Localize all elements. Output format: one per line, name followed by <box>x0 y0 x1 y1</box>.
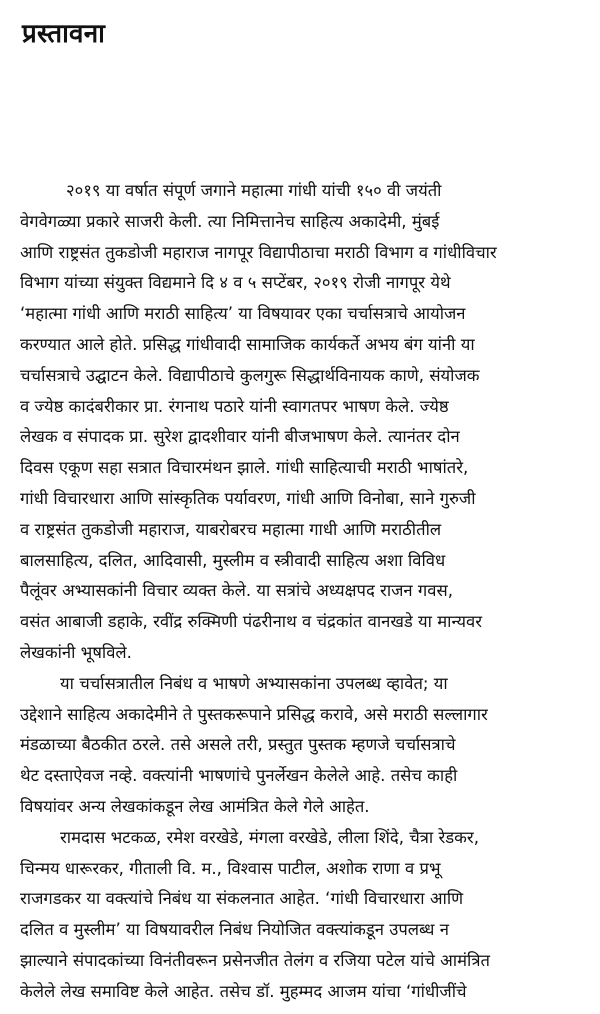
text-line: झाल्याने संपादकांच्या विनंतीवरून प्रसेनजीत तेलंग व रजिया पटेल यांचे आमंत्रित <box>20 950 490 970</box>
text-line: दिवस एकूण सहा सत्रात विचारमंथन झाले. गांधी साहित्याची मराठी भाषांतरे, <box>20 458 469 478</box>
page-title: प्रस्तावना <box>22 19 106 49</box>
text-line: बालसाहित्य, दलित, आदिवासी, मुस्लीम व स्त्रीवादी साहित्य अशा विविध <box>20 550 446 570</box>
text-line: चर्चासत्राचे उद्घाटन केले. विद्यापीठाचे कुलगुरू सिद्धार्थविनायक काणे, संयोजक <box>20 365 480 385</box>
text-line: मंडळाच्या बैठकीत ठरले. तसे असले तरी, प्रस्तुत पुस्तक म्हणजे चर्चासत्राचे <box>20 735 456 755</box>
text-line: राजगडकर या वक्त्यांचे निबंध या संकलनात आहेत. ‘गांधी विचारधारा आणि <box>20 889 464 909</box>
text-line: या चर्चासत्रातील निबंध व भाषणे अभ्यासकांना उपलब्ध व्हावेत; या <box>60 673 448 693</box>
text-line: व राष्ट्रसंत तुकडोजी महाराज, याबरोबरच महात्मा गाधी आणि मराठीतील <box>20 519 442 539</box>
text-line: पैलूंवर अभ्यासकांनी विचार व्यक्त केले. या सत्रांचे अध्यक्षपद राजन गवस, <box>20 581 453 601</box>
text-line: २०१९ या वर्षात संपूर्ण जगाने महात्मा गांधी यांची १५० वी जयंती <box>66 181 442 200</box>
text-line: वेगवेगळ्या प्रकारे साजरी केली. त्या निमित्तानेच साहित्य अकादेमी, मुंबई <box>20 211 440 231</box>
text-line: व ज्येष्ठ कादंबरीकार प्रा. रंगनाथ पठारे यांनी स्वागतपर भाषण केले. ज्येष्ठ <box>20 396 449 416</box>
paragraph-2 <box>20 669 588 823</box>
text-line: लेखकांनी भूषविले. <box>20 642 132 662</box>
text-line: लेखक व संपादक प्रा. सुरेश द्वादशीवार यांनी बीजभाषण केले. त्यानंतर दोन <box>20 427 460 447</box>
paragraph-1 <box>20 176 588 669</box>
text-line: आणि राष्ट्रसंत तुकडोजी महाराज नागपूर विद्यापीठाचा मराठी विभाग व गांधीविचार <box>20 242 497 262</box>
text-line: थेट दस्ताऐवज नव्हे. वक्त्यांनी भाषणांचे पुनर्लेखन केलेले आहे. तसेच काही <box>20 766 458 786</box>
text-line: वसंत आबाजी डहाके, रवींद्र रुक्मिणी पंढरीनाथ व चंद्रकांत वानखडे या मान्यवर <box>20 612 483 632</box>
text-line: उद्देशाने साहित्य अकादेमीने ते पुस्तकरूपाने प्रसिद्ध करावे, असे मराठी सल्लागार <box>20 704 488 724</box>
text-line: रामदास भटकळ, रमेश वरखेडे, मंगला वरखेडे, लीला शिंदे, चैत्रा रेडकर, <box>60 827 479 847</box>
document-body <box>20 176 588 1008</box>
text-line: केलेले लेख समाविष्ट केले आहेत. तसेच डॉ. मुहम्मद आजम यांचा ‘गांधीजींचे <box>20 981 467 1001</box>
text-line: चिन्मय धारूरकर, गीताली वि. म., विश्वास पाटील, अशोक राणा व प्रभू <box>20 858 441 878</box>
paragraph-3 <box>20 823 588 1008</box>
text-line: विषयांवर अन्य लेखकांकडून लेख आमंत्रित केले गेले आहेत. <box>20 796 370 816</box>
text-line: गांधी विचारधारा आणि सांस्कृतिक पर्यावरण, गांधी आणि विनोबा, साने गुरुजी <box>20 488 476 508</box>
text-line: विभाग यांच्या संयुक्त विद्यमाने दि ४ व ५ सप्टेंबर, २०१९ रोजी नागपूर येथे <box>20 273 451 293</box>
text-line: ‘महात्मा गांधी आणि मराठी साहित्य’ या विषयावर एका चर्चासत्राचे आयोजन <box>20 304 466 324</box>
text-line: दलित व मुस्लीम’ या विषयावरील निबंध नियोजित वक्त्यांकडून उपलब्ध न <box>20 920 449 940</box>
text-line: करण्यात आले होते. प्रसिद्ध गांधीवादी सामाजिक कार्यकर्ते अभय बंग यांनी या <box>20 334 475 354</box>
